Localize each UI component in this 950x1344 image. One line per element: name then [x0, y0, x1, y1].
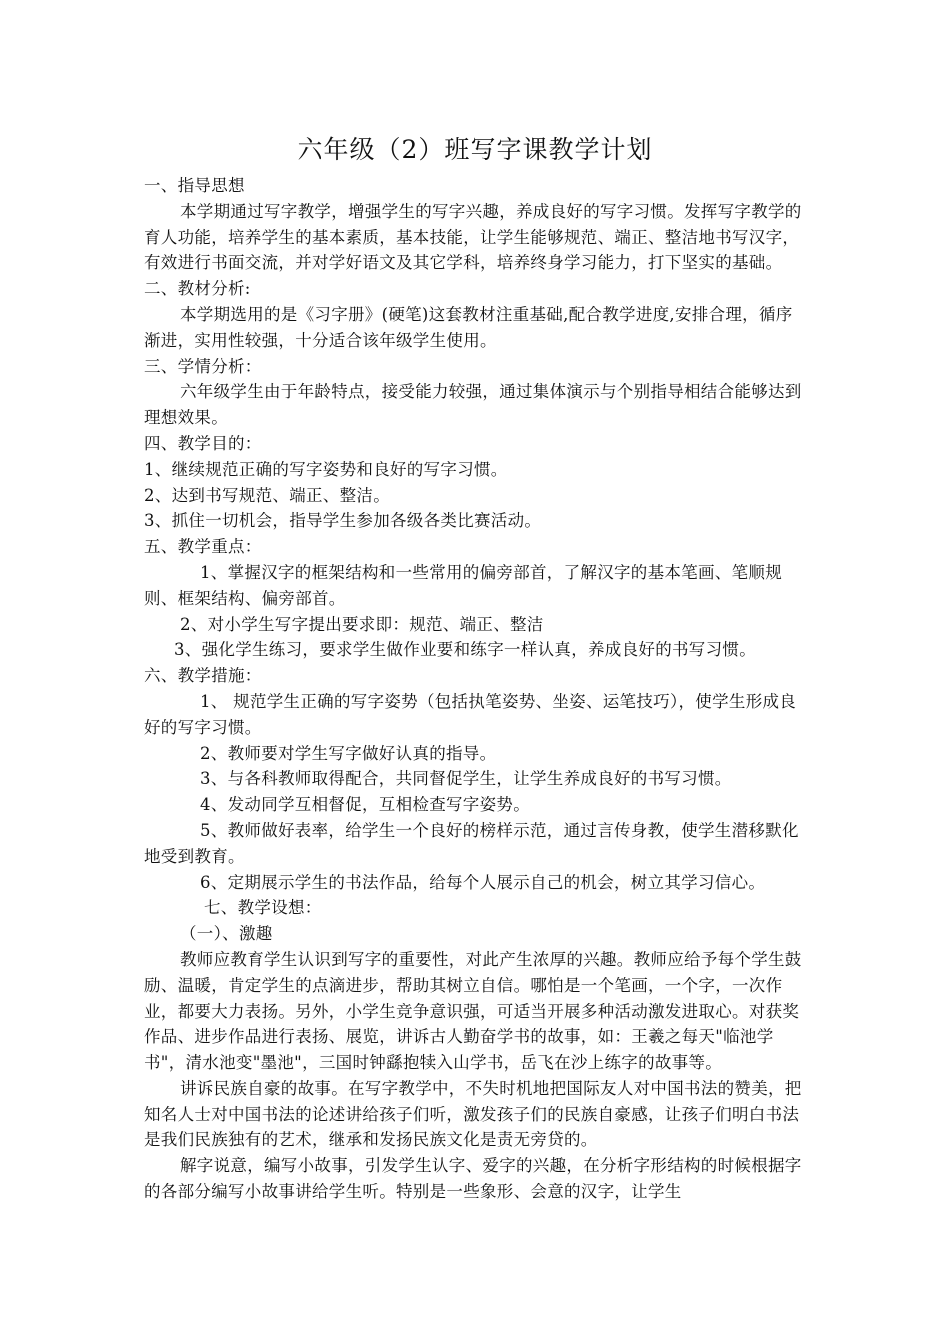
paragraph: 本学期通过写字教学，增强学生的写字兴趣，养成良好的写字习惯。发挥写字教学的育人功能，培养学生的基本素质，基本技能，让学生能够规范、端正、整洁地书写汉字，有效进行书面交流，并对学好语文及其它学科，培养终身学习能力，打下坚实的基础。 — [144, 201, 802, 273]
list-item: 2、对小学生写字提出要求即：规范、端正、整洁 — [180, 614, 544, 634]
paragraph: 讲诉民族自豪的故事。在写字教学中，不失时机地把国际友人对中国书法的赞美，把知名人士对中国书法的论述讲给孩子们听，激发孩子们的民族自豪感，让孩子们明白书法是我们民族独有的艺术，继承和发扬民族文化是责无旁贷的。 — [144, 1078, 802, 1150]
paragraph: 本学期选用的是《习字册》(硬笔)这套教材注重基础,配合教学进度,安排合理，循序渐进，实用性较强，十分适合该年级学生使用。 — [144, 304, 793, 350]
paragraph: 教师应教育学生认识到写字的重要性，对此产生浓厚的兴趣。教师应给予每个学生鼓励、温暖，肯定学生的点滴进步，帮助其树立自信。哪怕是一个笔画，一个字，一次作业，都要大力表扬。另外，小学生竞争意识强，可适当开展多种活动激发进取心。对获奖作品、进步作品进行表扬、展览，讲诉古人勤奋学书的故事，如：王羲之每天"临池学书"，清水池变"墨池"，三国时钟繇抱犊入山学书，岳飞在沙上练字的故事等。 — [144, 949, 802, 1073]
list-item: 6、定期展示学生的书法作品，给每个人展示自己的机会，树立其学习信心。 — [200, 872, 766, 892]
list-item: 4、发动同学互相督促，互相检查写字姿势。 — [200, 795, 530, 815]
document-title: 六年级（2）班写字课教学计划 — [297, 135, 653, 164]
list-item: 2、教师要对学生写字做好认真的指导。 — [200, 743, 497, 763]
list-item: 3、抓住一切机会，指导学生参加各级各类比赛活动。 — [144, 511, 542, 531]
subsection-heading: （一）、激趣 — [180, 924, 273, 944]
document-body — [144, 173, 806, 1205]
section-heading: 三、学情分析： — [144, 356, 262, 376]
section-heading: 六、教学措施： — [144, 666, 262, 686]
section-heading: 五、教学重点： — [144, 537, 262, 557]
list-item: 3、强化学生练习，要求学生做作业要和练字一样认真，养成良好的书写习惯。 — [174, 640, 756, 660]
list-item: 1、掌握汉字的框架结构和一些常用的偏旁部首，了解汉字的基本笔画、笔顺规则、框架结构、偏旁部首。 — [144, 562, 782, 608]
paragraph: 六年级学生由于年龄特点，接受能力较强，通过集体演示与个别指导相结合能够达到理想效果。 — [144, 382, 802, 428]
list-item: 1、继续规范正确的写字姿势和良好的写字习惯。 — [144, 459, 508, 479]
paragraph: 解字说意，编写小故事，引发学生认字、爱字的兴趣，在分析字形结构的时候根据字的各部分编写小故事讲给学生听。特别是一些象形、会意的汉字，让学生 — [144, 1156, 802, 1202]
list-item: 1、 规范学生正确的写字姿势（包括执笔姿势、坐姿、运笔技巧），使学生形成良好的写字习惯。 — [144, 691, 797, 737]
section-heading: 七、教学设想： — [204, 898, 322, 918]
section-heading: 四、教学目的： — [144, 433, 262, 453]
list-item: 2、达到书写规范、端正、整洁。 — [144, 485, 390, 505]
list-item: 5、教师做好表率，给学生一个良好的榜样示范，通过言传身教，使学生潜移默化地受到教育。 — [144, 820, 799, 866]
list-item: 3、与各科教师取得配合，共同督促学生，让学生养成良好的书写习惯。 — [200, 769, 732, 789]
section-heading: 二、教材分析: — [144, 279, 251, 299]
section-heading: 一、指导思想 — [144, 176, 245, 195]
